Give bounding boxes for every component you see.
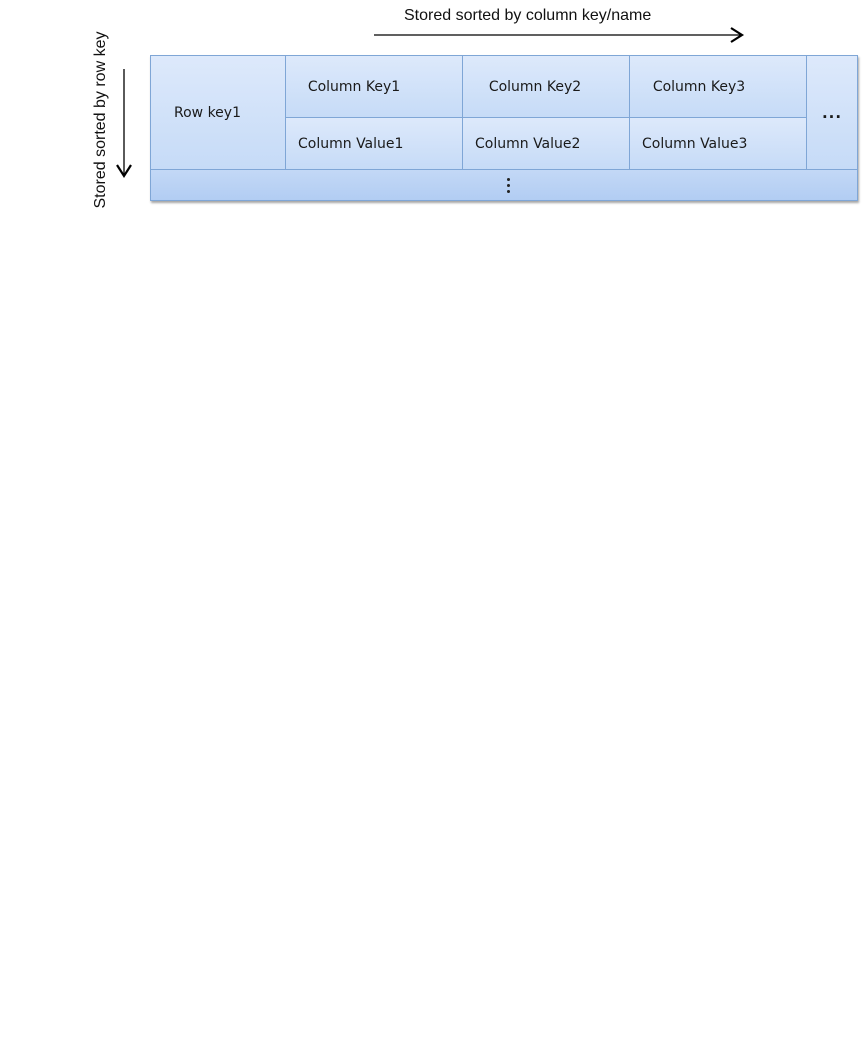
column-value-label: Column Value3: [642, 135, 748, 152]
column-value-label: Column Value2: [475, 135, 581, 152]
column-value-cell: [629, 117, 807, 170]
column-key-cell: [462, 55, 630, 118]
column-key-cell: [285, 55, 463, 118]
row-key-label: Row key1: [174, 104, 241, 121]
vertical-arrow: [117, 69, 131, 176]
horizontal-arrow: [374, 28, 742, 42]
more-rows-cell: [150, 169, 858, 201]
column-value-cell: [285, 117, 463, 170]
column-sort-label: Stored sorted by column key/name: [404, 7, 652, 24]
column-key-cell: [629, 55, 807, 118]
column-key-label: Column Key3: [652, 78, 746, 95]
vertical-ellipsis-icon: [507, 178, 510, 193]
column-value-label: Column Value1: [298, 135, 404, 152]
row-sort-label: Stored sorted by row key: [92, 31, 109, 209]
more-columns-ellipsis: ...: [821, 103, 843, 122]
row-key-cell: [150, 55, 286, 170]
column-value-cell: [462, 117, 630, 170]
column-key-label: Column Key1: [307, 78, 401, 95]
more-columns-cell: [806, 55, 858, 170]
column-key-label: Column Key2: [488, 78, 582, 95]
